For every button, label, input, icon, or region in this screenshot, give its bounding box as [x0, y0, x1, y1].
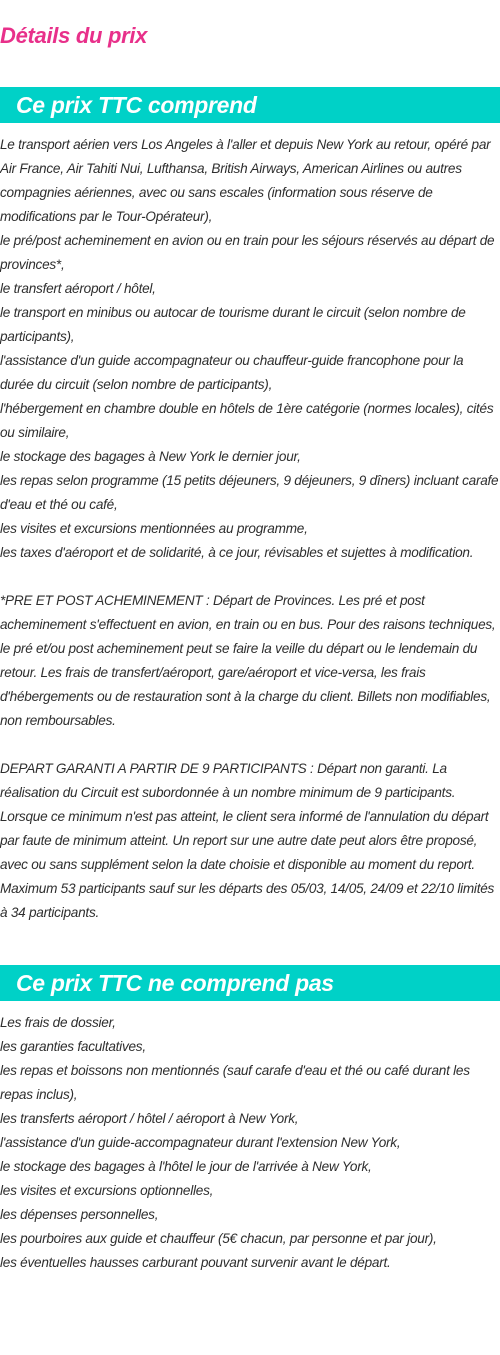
excludes-item: les éventuelles hausses carburant pouvant survenir avant le départ. [0, 1255, 391, 1270]
excludes-list [0, 1011, 500, 1275]
includes-item: le transfert aéroport / hôtel, [0, 281, 156, 296]
excludes-item: les dépenses personnelles, [0, 1207, 159, 1222]
excludes-section [0, 965, 500, 1275]
excludes-item: les repas et boissons non mentionnés (sauf carafe d'eau et thé ou café durant les repas inclus), [0, 1063, 470, 1102]
depart-garanti-note: DEPART GARANTI A PARTIR DE 9 PARTICIPANTS : Départ non garanti. La réalisation du Circuit est subordonnée à un nombre minimum de 9 participants. Lorsque ce minimum n'est pas atteint, le client sera informé de l'annulation du départ par faute de minimum atteint. Un report sur une autre date peut alors être proposé, avec ou sans supplément selon la date choisie et disponible au moment du report. Maximum 53 participants sauf sur les départs des 05/03, 14/05, 24/09 et 22/10 limités à 34 participants. [0, 761, 495, 920]
includes-item: le stockage des bagages à New York le dernier jour, [0, 449, 301, 464]
acheminement-note: *PRE ET POST ACHEMINEMENT : Départ de Provinces. Les pré et post acheminement s'effectuent en avion, en train ou en bus. Pour des raisons techniques, le pré et/ou post acheminement peut se faire la veille du départ ou le lendemain du retour. Les frais de transfert/aéroport, gare/aéroport et vice-versa, les frais d'hébergements ou de restauration sont à la charge du client. Billets non modifiables, non remboursables. [0, 593, 496, 728]
includes-item: les taxes d'aéroport et de solidarité, à ce jour, révisables et sujettes à modification. [0, 545, 474, 560]
excludes-header: Ce prix TTC ne comprend pas [0, 965, 500, 1001]
includes-item: Le transport aérien vers Los Angeles à l'aller et depuis New York au retour, opéré par Air France, Air Tahiti Nui, Lufthansa, British Airways, American Airlines ou autres compagnies aériennes, avec ou sans escales (information sous réserve de modifications par le Tour-Opérateur), [0, 137, 491, 224]
includes-item: l'hébergement en chambre double en hôtels de 1ère catégorie (normes locales), cités ou similaire, [0, 401, 494, 440]
excludes-item: l'assistance d'un guide-accompagnateur durant l'extension New York, [0, 1135, 401, 1150]
excludes-item: Les frais de dossier, [0, 1015, 116, 1030]
includes-section [0, 87, 500, 925]
excludes-item: les pourboires aux guide et chauffeur (5€ chacun, par personne et par jour), [0, 1231, 437, 1246]
excludes-item: le stockage des bagages à l'hôtel le jour de l'arrivée à New York, [0, 1159, 372, 1174]
includes-item: l'assistance d'un guide accompagnateur ou chauffeur-guide francophone pour la durée du circuit (selon nombre de participants), [0, 353, 464, 392]
page-title: Détails du prix [0, 23, 148, 48]
includes-header: Ce prix TTC comprend [0, 87, 500, 123]
includes-item: les visites et excursions mentionnées au programme, [0, 521, 308, 536]
includes-item: le pré/post acheminement en avion ou en train pour les séjours réservés au départ de provinces*, [0, 233, 495, 272]
includes-item: le transport en minibus ou autocar de tourisme durant le circuit (selon nombre de participants), [0, 305, 466, 344]
excludes-item: les transferts aéroport / hôtel / aéroport à New York, [0, 1111, 299, 1126]
excludes-item: les visites et excursions optionnelles, [0, 1183, 214, 1198]
includes-list [0, 133, 500, 565]
includes-item: les repas selon programme (15 petits déjeuners, 9 déjeuners, 9 dîners) incluant carafe d'eau et thé ou café, [0, 473, 499, 512]
excludes-item: les garanties facultatives, [0, 1039, 146, 1054]
